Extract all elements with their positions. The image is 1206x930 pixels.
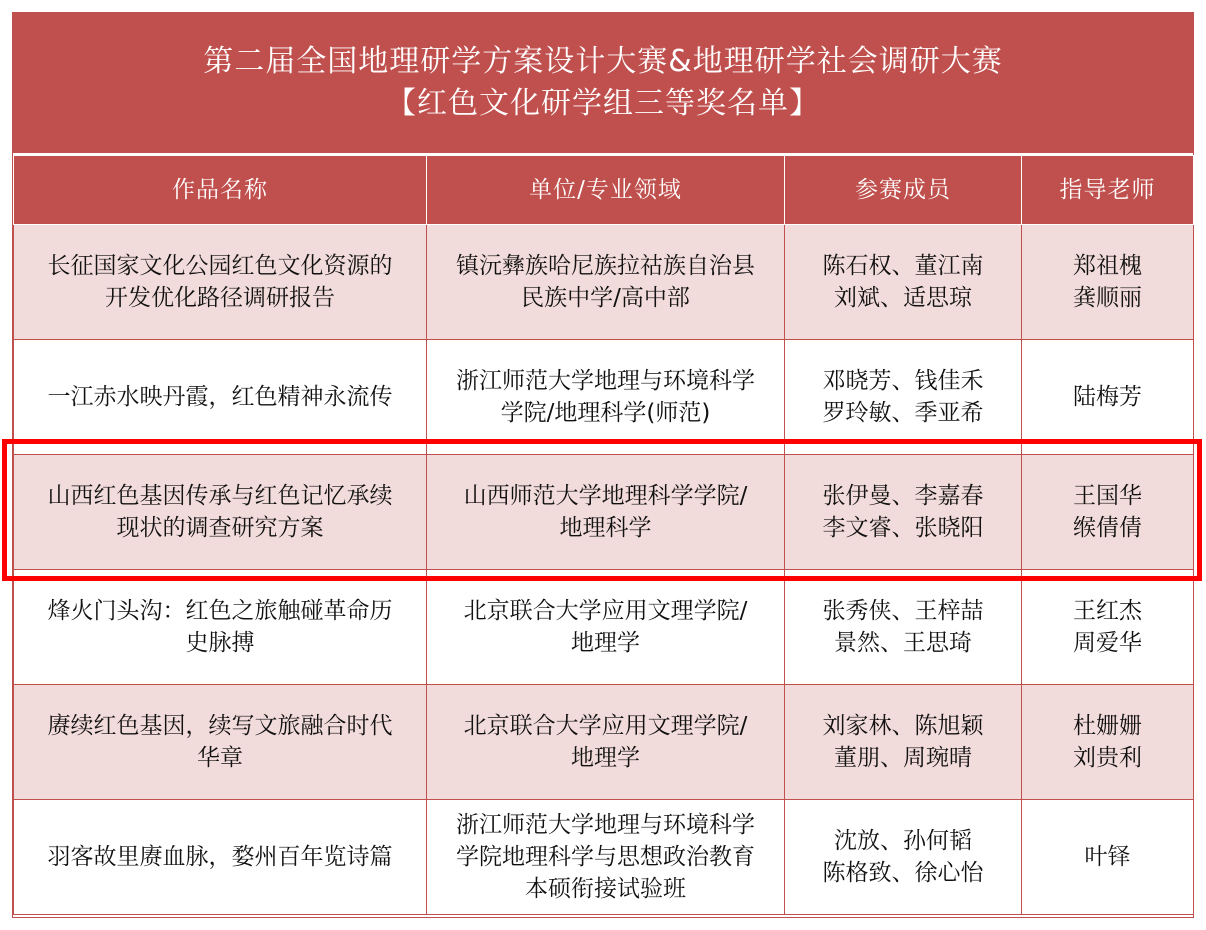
col-header-unit: 单位/专业领域 — [427, 156, 785, 225]
col-header-work: 作品名称 — [14, 156, 427, 225]
cell-advisors: 杜姗姗 刘贵利 — [1022, 685, 1194, 800]
cell-advisors: 王红杰 周爱华 — [1022, 570, 1194, 685]
cell-unit: 北京联合大学应用文理学院/ 地理学 — [427, 685, 785, 800]
cell-work: 羽客故里赓血脉，婺州百年览诗篇 — [14, 800, 427, 915]
cell-work: 烽火门头沟：红色之旅触碰革命历 史脉搏 — [14, 570, 427, 685]
title-main: 第二届全国地理研学方案设计大赛&地理研学社会调研大赛 — [203, 44, 1003, 79]
title-banner — [13, 13, 1193, 155]
cell-advisors: 王国华 缑倩倩 — [1022, 455, 1194, 570]
cell-unit: 浙江师范大学地理与环境科学 学院/地理科学(师范) — [427, 340, 785, 455]
cell-members: 邓晓芳、钱佳禾 罗玲敏、季亚希 — [785, 340, 1022, 455]
title-subtitle: 【红色文化研学组三等奖名单】 — [386, 86, 820, 121]
table-row — [14, 800, 1194, 915]
cell-unit: 浙江师范大学地理与环境科学 学院地理科学与思想政治教育 本硕衔接试验班 — [427, 800, 785, 915]
table-row — [14, 340, 1194, 455]
cell-unit: 镇沅彝族哈尼族拉祜族自治县 民族中学/高中部 — [427, 225, 785, 340]
cell-members: 张伊曼、李嘉春 李文睿、张晓阳 — [785, 455, 1022, 570]
table-row — [14, 685, 1194, 800]
cell-work: 长征国家文化公园红色文化资源的 开发优化路径调研报告 — [14, 225, 427, 340]
cell-members: 刘家林、陈旭颖 董朋、周琬晴 — [785, 685, 1022, 800]
cell-work: 一江赤水映丹霞，红色精神永流传 — [14, 340, 427, 455]
cell-advisors: 叶铎 — [1022, 800, 1194, 915]
award-sheet — [12, 12, 1194, 918]
award-table — [13, 155, 1194, 915]
cell-advisors: 郑祖槐 龚顺丽 — [1022, 225, 1194, 340]
table-row-highlighted — [14, 455, 1194, 570]
cell-members: 陈石权、董江南 刘斌、适思琼 — [785, 225, 1022, 340]
table-row — [14, 225, 1194, 340]
cell-members: 沈放、孙何韬 陈格致、徐心怡 — [785, 800, 1022, 915]
col-header-members: 参赛成员 — [785, 156, 1022, 225]
cell-advisors: 陆梅芳 — [1022, 340, 1194, 455]
header-row — [14, 156, 1194, 225]
cell-unit: 山西师范大学地理科学学院/ 地理科学 — [427, 455, 785, 570]
cell-work: 山西红色基因传承与红色记忆承续 现状的调查研究方案 — [14, 455, 427, 570]
cell-work: 赓续红色基因，续写文旅融合时代 华章 — [14, 685, 427, 800]
col-header-advisors: 指导老师 — [1022, 156, 1194, 225]
cell-members: 张秀侠、王梓喆 景然、王思琦 — [785, 570, 1022, 685]
cell-unit: 北京联合大学应用文理学院/ 地理学 — [427, 570, 785, 685]
table-row — [14, 570, 1194, 685]
